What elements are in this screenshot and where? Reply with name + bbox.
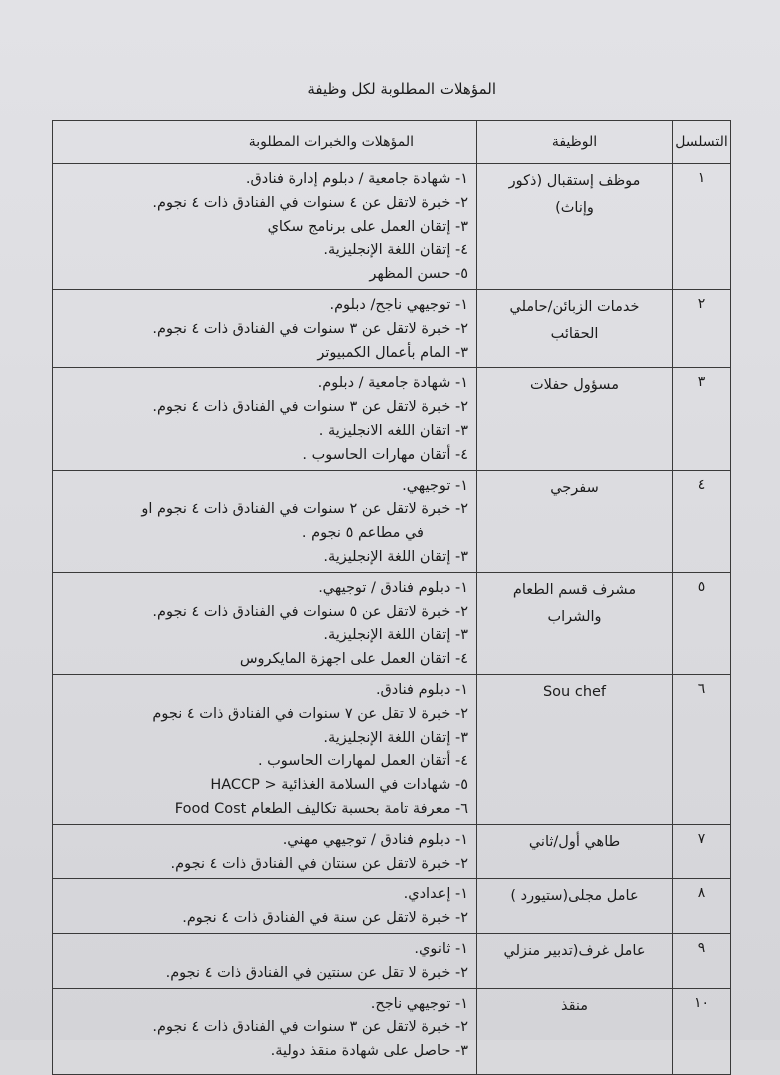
- row-qualifications: [53, 988, 477, 1074]
- qualification-item: ١- ثانوي.: [414, 940, 468, 957]
- qualification-item: ٣- إتقان العمل على برنامج سكاي: [267, 218, 468, 235]
- row-seq: ٥: [673, 572, 731, 674]
- qualification-item: ٣- المام بأعمال الكمبيوتر: [317, 344, 468, 361]
- qualification-item: ٥- شهادات في السلامة الغذائية < HACCP: [210, 777, 468, 794]
- row-qualifications: [53, 879, 477, 934]
- row-qualifications: [53, 289, 477, 367]
- row-qualifications: [53, 164, 477, 290]
- row-job-title: طاهي أول/ثاني: [477, 824, 673, 879]
- qualification-item: ٣- إتقان اللغة الإنجليزية.: [323, 729, 468, 746]
- header-qualifications: المؤهلات والخبرات المطلوبة: [53, 121, 477, 164]
- row-seq: ١: [673, 164, 731, 290]
- qualification-item: ٢- خبرة لاتقل عن ٣ سنوات في الفنادق ذات ٤ نجوم.: [152, 399, 468, 416]
- qualification-item: ٥- حسن المظهر: [369, 266, 468, 283]
- row-job-title: مشرف قسم الطعام والشراب: [477, 572, 673, 674]
- qualification-item: ١- توجيهي.: [402, 477, 468, 494]
- table-row: [53, 572, 731, 674]
- table-row: [53, 674, 731, 824]
- qualification-item: ٣- إتقان اللغة الإنجليزية.: [323, 627, 468, 644]
- table-row: [53, 470, 731, 572]
- table-row: [53, 879, 731, 934]
- row-qualifications: [53, 368, 477, 470]
- qualification-item: ١- دبلوم فنادق.: [375, 681, 468, 698]
- qualification-item: ٢- خبرة لاتقل عن سنتان في الفنادق ذات ٤ نجوم.: [170, 855, 468, 872]
- qualification-item: ٢- خبرة لاتقل عن ٣ سنوات في الفنادق ذات ٤ نجوم.: [152, 1019, 468, 1036]
- row-seq: ٧: [673, 824, 731, 879]
- row-qualifications: [53, 933, 477, 988]
- table-row: [53, 289, 731, 367]
- row-job-title: سفرجي: [477, 470, 673, 572]
- qualification-item: ١- إعدادي.: [403, 886, 468, 903]
- row-qualifications: [53, 824, 477, 879]
- row-seq: ٨: [673, 879, 731, 934]
- row-qualifications: [53, 572, 477, 674]
- table-row: [53, 824, 731, 879]
- row-job-title: عامل مجلى(ستيورد ): [477, 879, 673, 934]
- qualification-item: ٢- خبرة لا تقل عن سنتين في الفنادق ذات ٤ نجوم.: [165, 964, 468, 981]
- qualification-item: ٣- اتقان اللغه الانجليزية .: [318, 422, 468, 439]
- row-seq: ٦: [673, 674, 731, 824]
- qualification-item: ٢- خبرة لا تقل عن ٧ سنوات في الفنادق ذات ٤ نجوم: [152, 705, 468, 722]
- row-seq: ٩: [673, 933, 731, 988]
- qualification-item: ٣- حاصل على شهادة منقذ دولية.: [270, 1043, 468, 1060]
- row-job-title: مسؤول حفلات: [477, 368, 673, 470]
- qualification-item: ٦- معرفة تامة بحسبة تكاليف الطعام Food Cost: [174, 800, 468, 817]
- row-qualifications: [53, 470, 477, 572]
- table-row: [53, 368, 731, 470]
- row-qualifications: [53, 674, 477, 824]
- qualification-item: ٤- اتقان العمل على اجهزة المايكروس: [239, 651, 468, 668]
- qualification-item: ٤- أتقان العمل لمهارات الحاسوب .: [257, 753, 468, 770]
- qualification-item: ٢- خبرة لاتقل عن ٣ سنوات في الفنادق ذات ٤ نجوم.: [152, 320, 468, 337]
- header-job: الوظيفة: [477, 121, 673, 164]
- table-row: [53, 164, 731, 290]
- qualification-item: ٢- خبرة لاتقل عن ٥ سنوات في الفنادق ذات ٤ نجوم.: [152, 603, 468, 620]
- row-seq: ٤: [673, 470, 731, 572]
- qualification-item: ١- دبلوم فنادق / توجيهي.: [318, 579, 468, 596]
- qualification-item: ٣- إتقان اللغة الإنجليزية.: [323, 548, 468, 565]
- qualifications-table: [52, 120, 731, 1075]
- row-job-title: عامل غرف(تدبير منزلي: [477, 933, 673, 988]
- qualification-item: ١- توجيهي ناجح.: [370, 995, 468, 1012]
- qualification-item: ١- شهادة جامعية / دبلوم.: [317, 375, 468, 392]
- header-seq: التسلسل: [673, 121, 731, 164]
- qualification-item: ١- شهادة جامعية / دبلوم إدارة فنادق.: [245, 171, 468, 187]
- page-title: المؤهلات المطلوبة لكل وظيفة: [307, 80, 496, 98]
- qualification-item: ٢- خبرة لاتقل عن ٤ سنوات في الفنادق ذات ٤ نجوم.: [152, 194, 468, 211]
- qualification-item: ٢- خبرة لاتقل عن سنة في الفنادق ذات ٤ نجوم.: [182, 910, 468, 927]
- qualification-item: ٤- إتقان اللغة الإنجليزية.: [323, 242, 468, 259]
- row-seq: ٣: [673, 368, 731, 470]
- table-row: [53, 988, 731, 1074]
- row-job-title: Sou chef: [477, 674, 673, 824]
- qualification-item: ٤- أتقان مهارات الحاسوب .: [302, 446, 468, 463]
- row-seq: ١٠: [673, 988, 731, 1074]
- qualification-item: ١- دبلوم فنادق / توجيهي مهني.: [282, 831, 468, 848]
- table-row: [53, 933, 731, 988]
- qualification-item: ١- توجيهي ناجح/ دبلوم.: [329, 296, 468, 313]
- row-job-title: خدمات الزبائن/حاملي الحقائب: [477, 289, 673, 367]
- row-job-title: منقذ: [477, 988, 673, 1074]
- qualification-item: ٢- خبرة لاتقل عن ٢ سنوات في الفنادق ذات ٤ نجوم او: [141, 501, 468, 518]
- qualification-item: في مطاعم ٥ نجوم .: [301, 525, 424, 542]
- row-seq: ٢: [673, 289, 731, 367]
- row-job-title: موظف إستقبال (ذكور وإناث): [477, 164, 673, 290]
- table-header-row: [53, 121, 731, 164]
